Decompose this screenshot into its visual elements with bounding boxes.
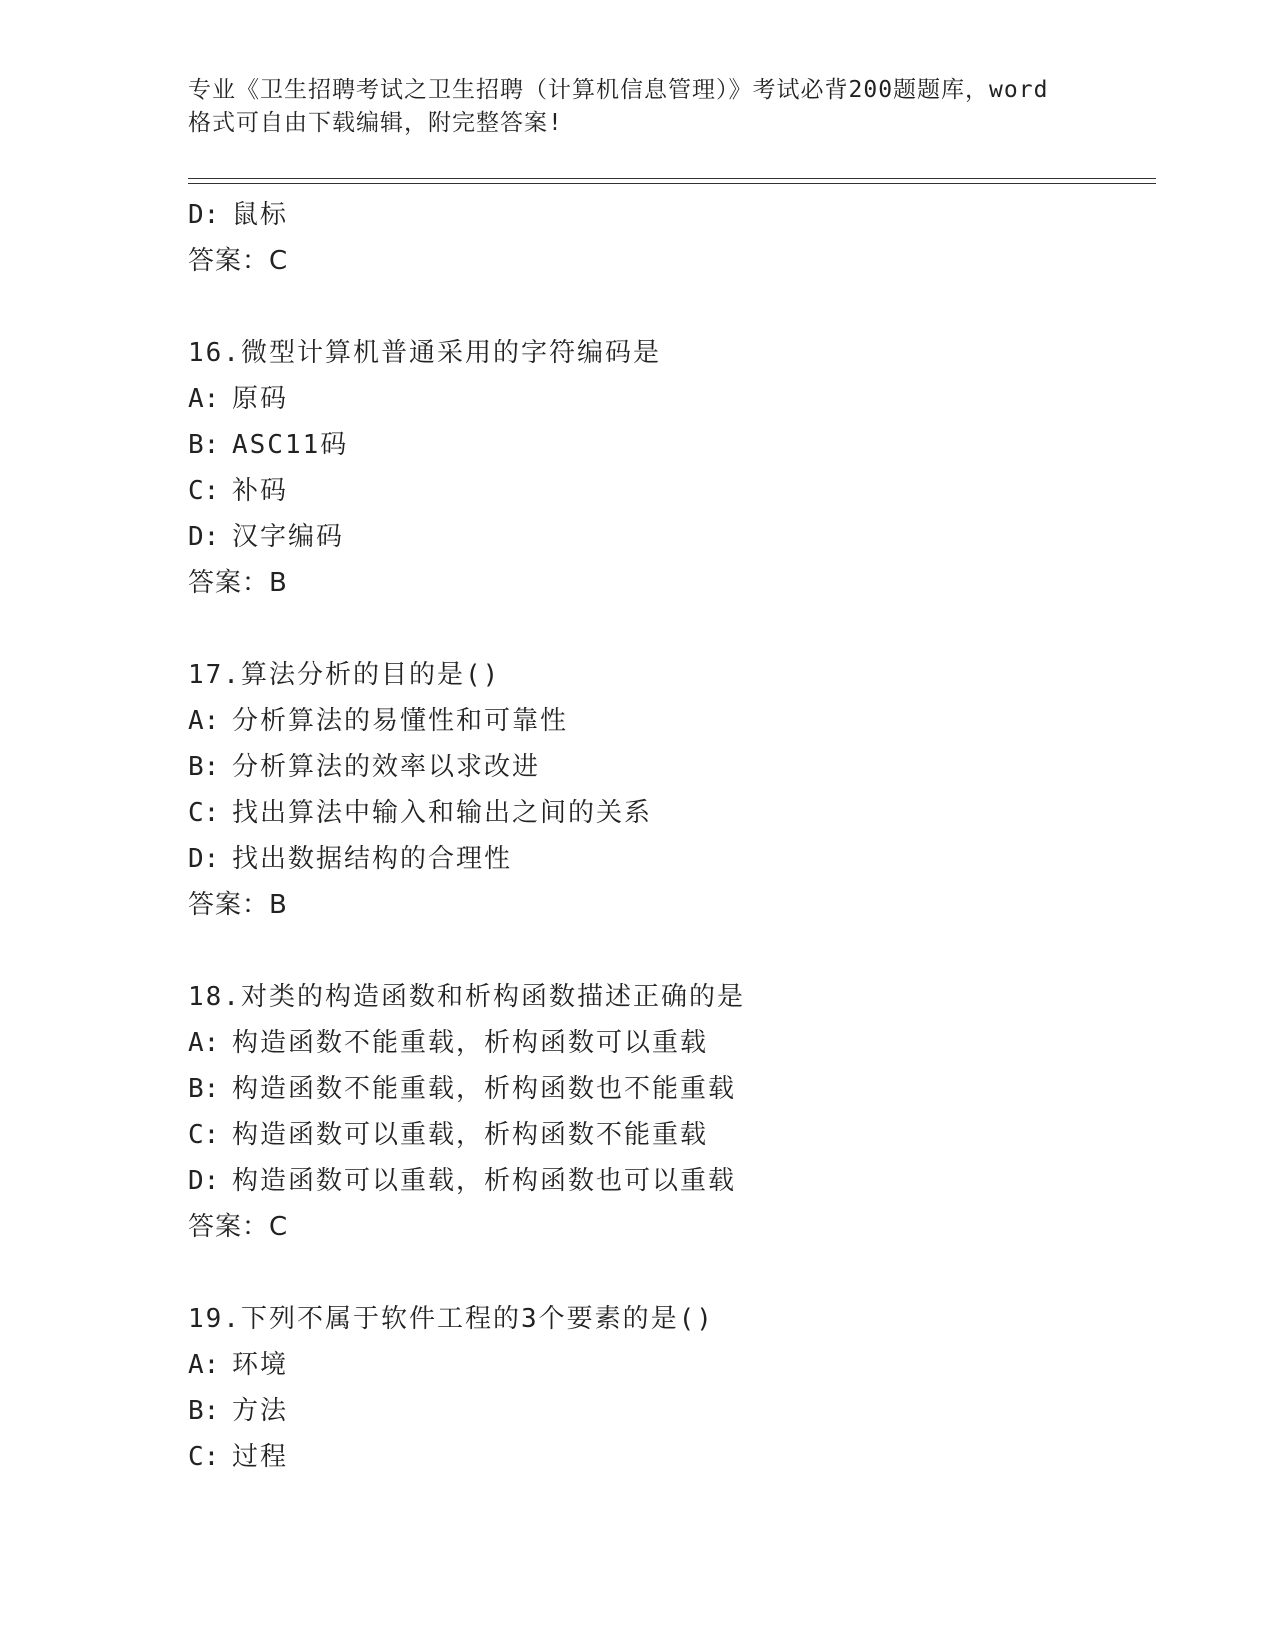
option-letter: B: <box>188 1396 220 1426</box>
option-letter: B: <box>188 1074 220 1104</box>
option-letter: A: <box>188 706 220 736</box>
option-letter: A: <box>188 384 220 414</box>
header-line-1: 专业《卫生招聘考试之卫生招聘（计算机信息管理）》考试必背200题题库，word <box>188 77 1049 103</box>
question-18 <box>188 974 1148 1250</box>
option-b <box>188 744 1148 790</box>
option-a <box>188 698 1148 744</box>
option-a <box>188 376 1148 422</box>
answer-line: 答案：C <box>188 246 289 276</box>
spacer <box>188 284 1148 330</box>
option-letter: B: <box>188 430 220 460</box>
option-b <box>188 422 1148 468</box>
question-16 <box>188 330 1148 606</box>
option-c <box>188 1112 1148 1158</box>
option-d <box>188 514 1148 560</box>
option-b <box>188 1388 1148 1434</box>
option-c <box>188 468 1148 514</box>
option-a <box>188 1342 1148 1388</box>
option-letter: A: <box>188 1028 220 1058</box>
option-text: 构造函数不能重载，析构函数可以重载 <box>232 1028 709 1058</box>
option-letter: D: <box>188 200 220 230</box>
option-d <box>188 1158 1148 1204</box>
option-b <box>188 1066 1148 1112</box>
option-text: 分析算法的易懂性和可靠性 <box>232 706 569 736</box>
question-title: 19.下列不属于软件工程的3个要素的是() <box>188 1304 714 1334</box>
option-letter: A: <box>188 1350 220 1380</box>
option-text: 构造函数可以重载，析构函数也可以重载 <box>232 1166 737 1196</box>
spacer <box>188 928 1148 974</box>
question-19 <box>188 1296 1148 1480</box>
question-title: 18.对类的构造函数和析构函数描述正确的是 <box>188 982 745 1012</box>
question-title: 17.算法分析的目的是() <box>188 660 501 690</box>
option-text: 补码 <box>232 476 289 506</box>
document-header <box>188 74 1118 140</box>
option-letter: D: <box>188 1166 220 1196</box>
option-text: 构造函数可以重载，析构函数不能重载 <box>232 1120 709 1150</box>
option-text: ASC11码 <box>232 430 349 460</box>
question-list <box>188 192 1148 1480</box>
option-text: 汉字编码 <box>232 522 345 552</box>
answer-line: 答案：B <box>188 568 288 598</box>
answer-line: 答案：C <box>188 1212 289 1242</box>
option-letter: C: <box>188 1442 220 1472</box>
option-letter: C: <box>188 1120 220 1150</box>
option-c <box>188 1434 1148 1480</box>
option-text: 方法 <box>232 1396 289 1426</box>
option-letter: C: <box>188 476 220 506</box>
answer-line: 答案：B <box>188 890 288 920</box>
option-letter: D: <box>188 844 220 874</box>
option-text: 原码 <box>232 384 289 414</box>
option-letter: D: <box>188 522 220 552</box>
question-17 <box>188 652 1148 928</box>
spacer <box>188 606 1148 652</box>
option-d <box>188 192 1148 238</box>
option-d <box>188 836 1148 882</box>
option-text: 构造函数不能重载，析构函数也不能重载 <box>232 1074 737 1104</box>
option-a <box>188 1020 1148 1066</box>
option-letter: B: <box>188 752 220 782</box>
option-text: 鼠标 <box>232 200 289 230</box>
option-c <box>188 790 1148 836</box>
option-text: 分析算法的效率以求改进 <box>232 752 541 782</box>
question-title: 16.微型计算机普通采用的字符编码是 <box>188 338 661 368</box>
header-divider-top <box>188 178 1156 179</box>
option-text: 找出数据结构的合理性 <box>232 844 513 874</box>
spacer <box>188 1250 1148 1296</box>
option-text: 环境 <box>232 1350 289 1380</box>
header-line-2: 格式可自由下载编辑，附完整答案! <box>188 110 563 136</box>
header-divider-bottom <box>188 183 1156 184</box>
option-letter: C: <box>188 798 220 828</box>
option-text: 过程 <box>232 1442 289 1472</box>
option-text: 找出算法中输入和输出之间的关系 <box>232 798 653 828</box>
